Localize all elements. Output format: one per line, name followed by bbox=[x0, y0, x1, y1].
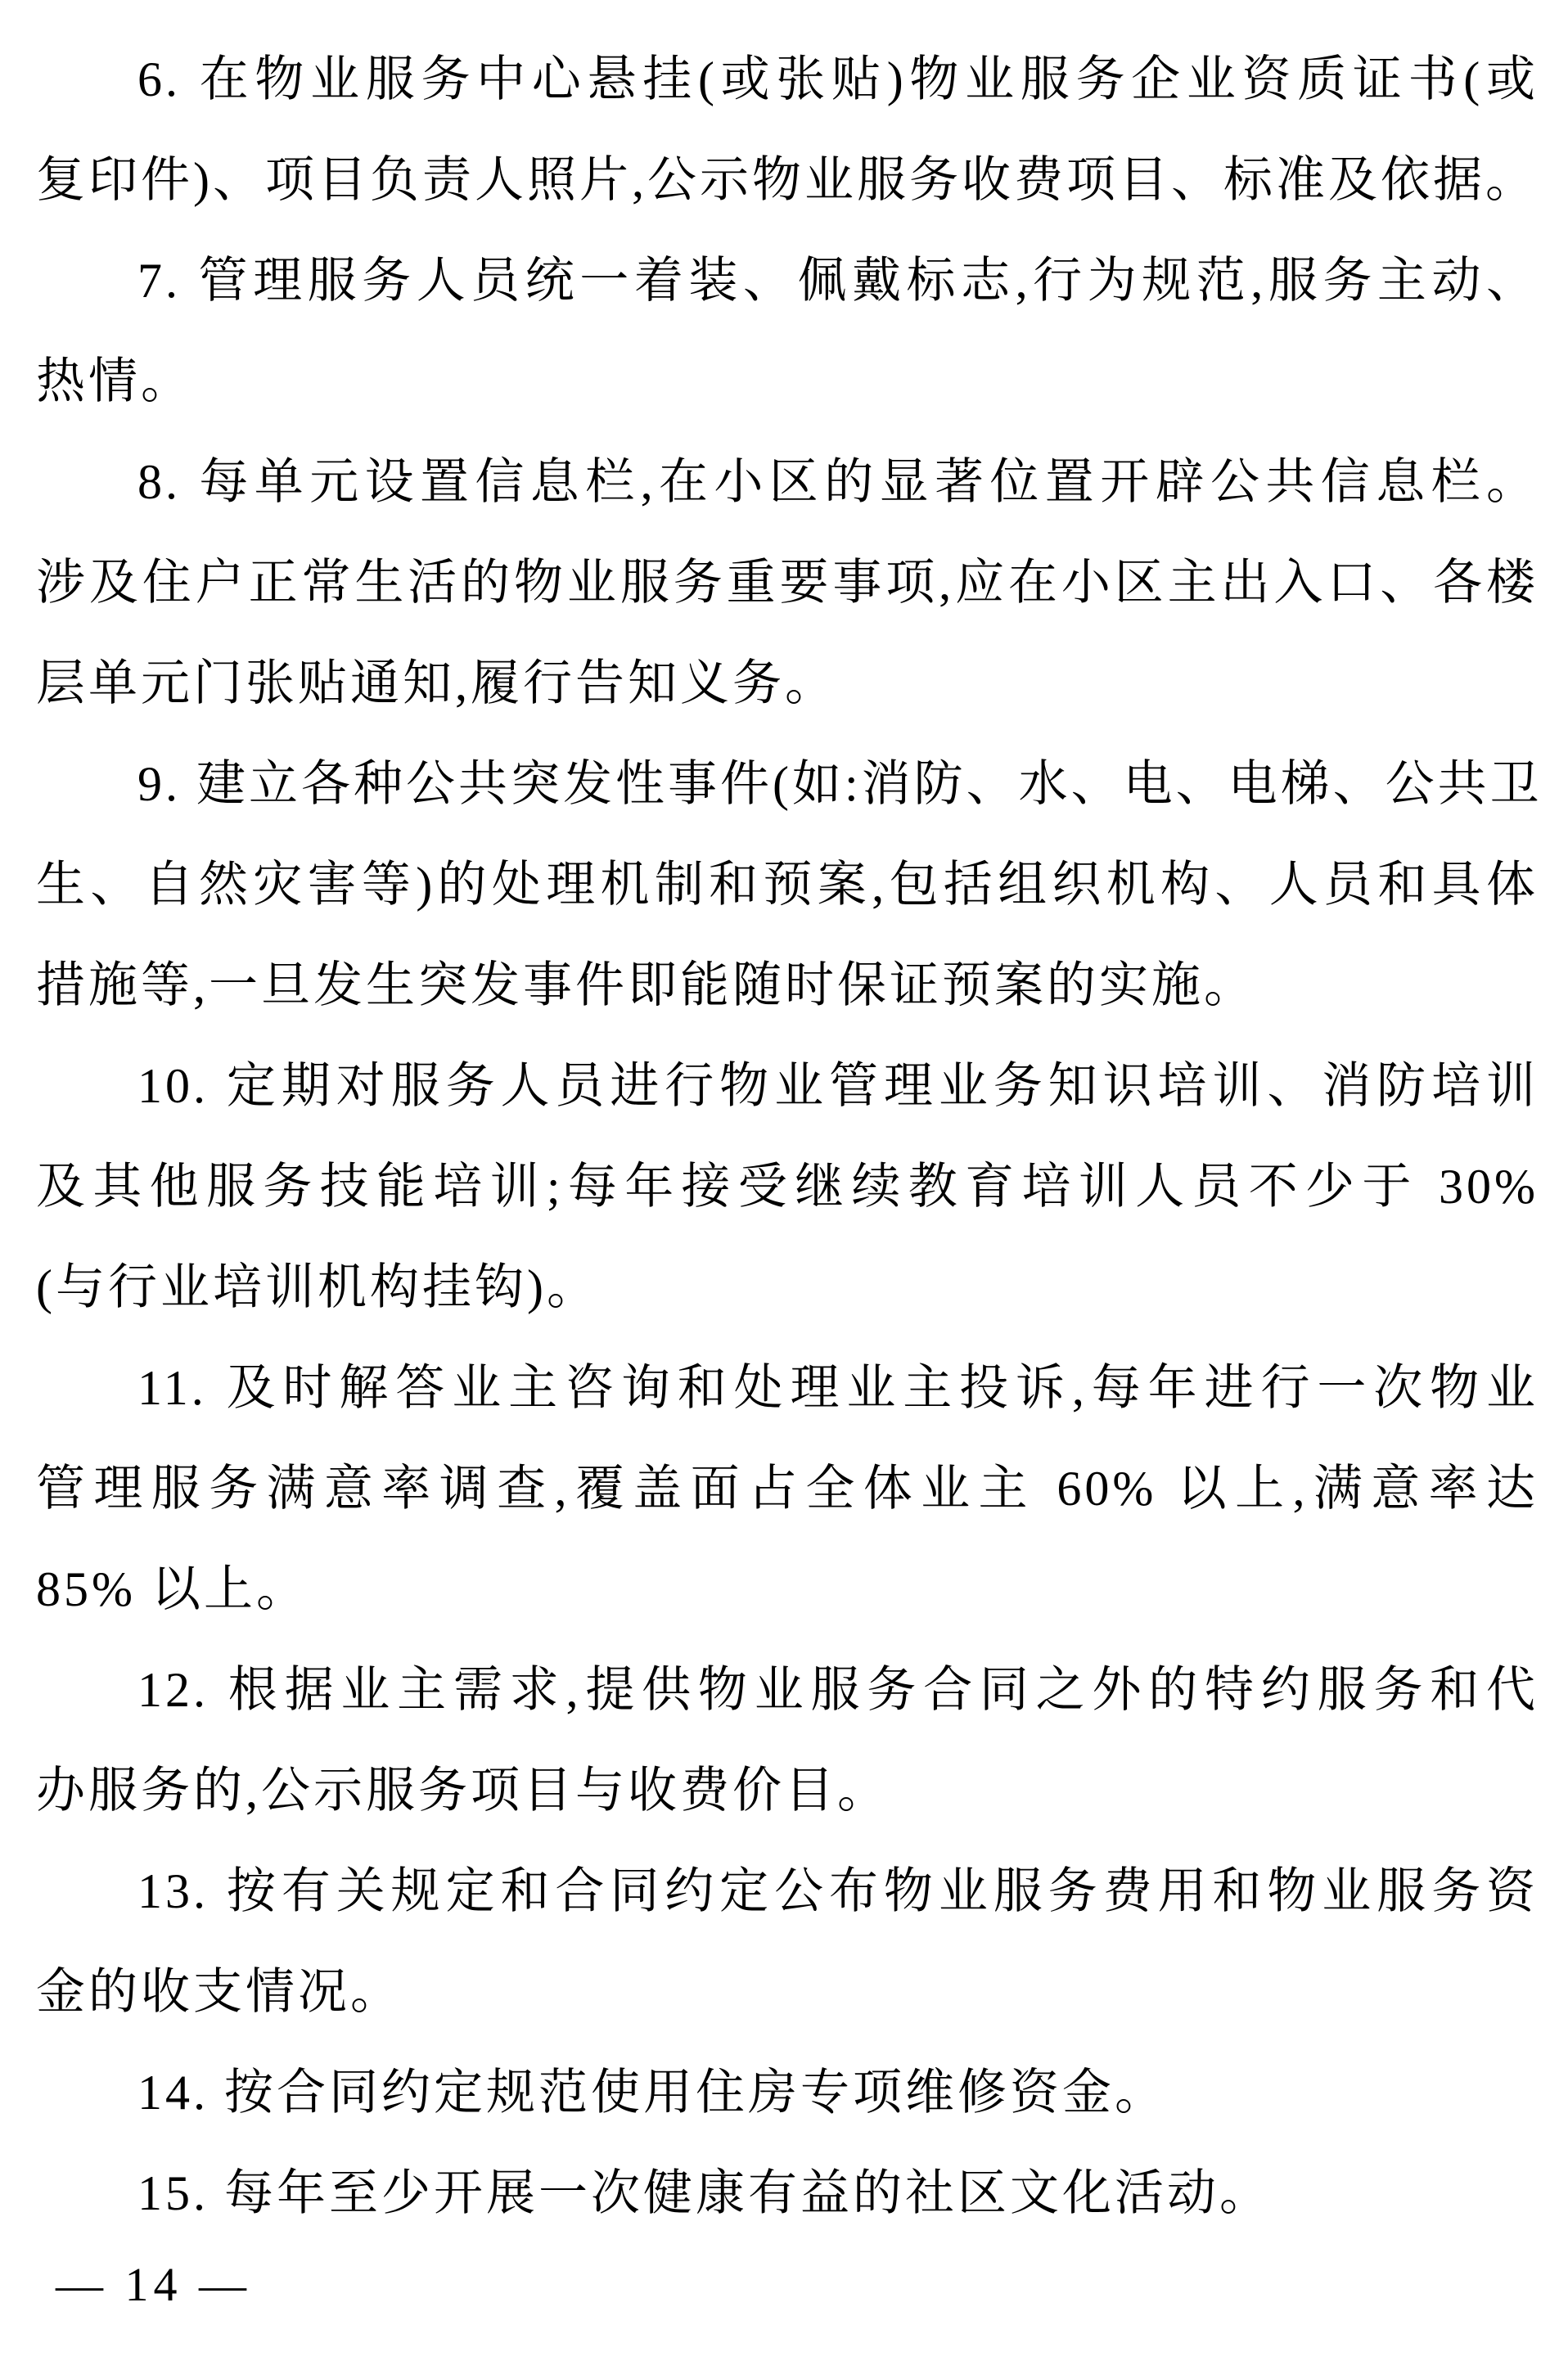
text-line: 9. 建立各种公共突发性事件(如:消防、水、电、电梯、公共卫 bbox=[137, 757, 1543, 811]
paragraph bbox=[36, 29, 1539, 231]
paragraph bbox=[36, 1338, 1539, 1640]
paragraph bbox=[36, 1036, 1539, 1338]
text-line: 复印件)、项目负责人照片,公示物业服务收费项目、标准及依据。 bbox=[36, 153, 1538, 207]
text-line: 85% 以上。 bbox=[36, 1562, 309, 1616]
paragraph bbox=[36, 432, 1539, 734]
paragraph bbox=[36, 1640, 1539, 1841]
text-line: 及其他服务技能培训;每年接受继续教育培训人员不少于 30% bbox=[36, 1160, 1539, 1214]
paragraph bbox=[36, 2043, 1539, 2143]
page-number: — 14 — bbox=[56, 2258, 251, 2311]
paragraph bbox=[36, 231, 1539, 432]
text-line: 10. 定期对服务人员进行物业管理业务知识培训、消防培训 bbox=[137, 1059, 1539, 1113]
text-line: 涉及住户正常生活的物业服务重要事项,应在小区主出入口、各楼 bbox=[36, 556, 1539, 610]
paragraph bbox=[36, 2143, 1539, 2244]
text-line: 7. 管理服务人员统一着装、佩戴标志,行为规范,服务主动、 bbox=[137, 254, 1539, 308]
paragraph bbox=[36, 734, 1543, 1036]
paragraph bbox=[36, 1841, 1539, 2043]
text-line: 措施等,一旦发生突发事件即能随时保证预案的实施。 bbox=[36, 958, 1256, 1012]
text-line: 8. 每单元设置信息栏,在小区的显著位置开辟公共信息栏。 bbox=[137, 455, 1539, 509]
text-line: 6. 在物业服务中心悬挂(或张贴)物业服务企业资质证书(或 bbox=[137, 52, 1539, 106]
text-line: 层单元门张贴通知,履行告知义务。 bbox=[36, 656, 837, 710]
text-line: 办服务的,公示服务项目与收费价目。 bbox=[36, 1764, 890, 1818]
text-line: 15. 每年至少开展一次健康有益的社区文化活动。 bbox=[137, 2166, 1272, 2220]
text-line: 11. 及时解答业主咨询和处理业主投诉,每年进行一次物业 bbox=[137, 1361, 1539, 1415]
text-line: 热情。 bbox=[36, 354, 193, 408]
text-line: 金的收支情况。 bbox=[36, 1965, 403, 2019]
text-line: (与行业培训机构挂钩)。 bbox=[36, 1260, 599, 1314]
text-line: 14. 按合同约定规范使用住房专项维修资金。 bbox=[137, 2066, 1167, 2120]
text-line: 管理服务满意率调查,覆盖面占全体业主 60% 以上,满意率达 bbox=[36, 1462, 1539, 1516]
document-body bbox=[36, 29, 1543, 2244]
text-line: 12. 根据业主需求,提供物业服务合同之外的特约服务和代 bbox=[137, 1663, 1539, 1717]
text-line: 生、自然灾害等)的处理机制和预案,包括组织机构、人员和具体 bbox=[36, 858, 1539, 912]
text-line: 13. 按有关规定和合同约定公布物业服务费用和物业服务资 bbox=[137, 1864, 1539, 1918]
